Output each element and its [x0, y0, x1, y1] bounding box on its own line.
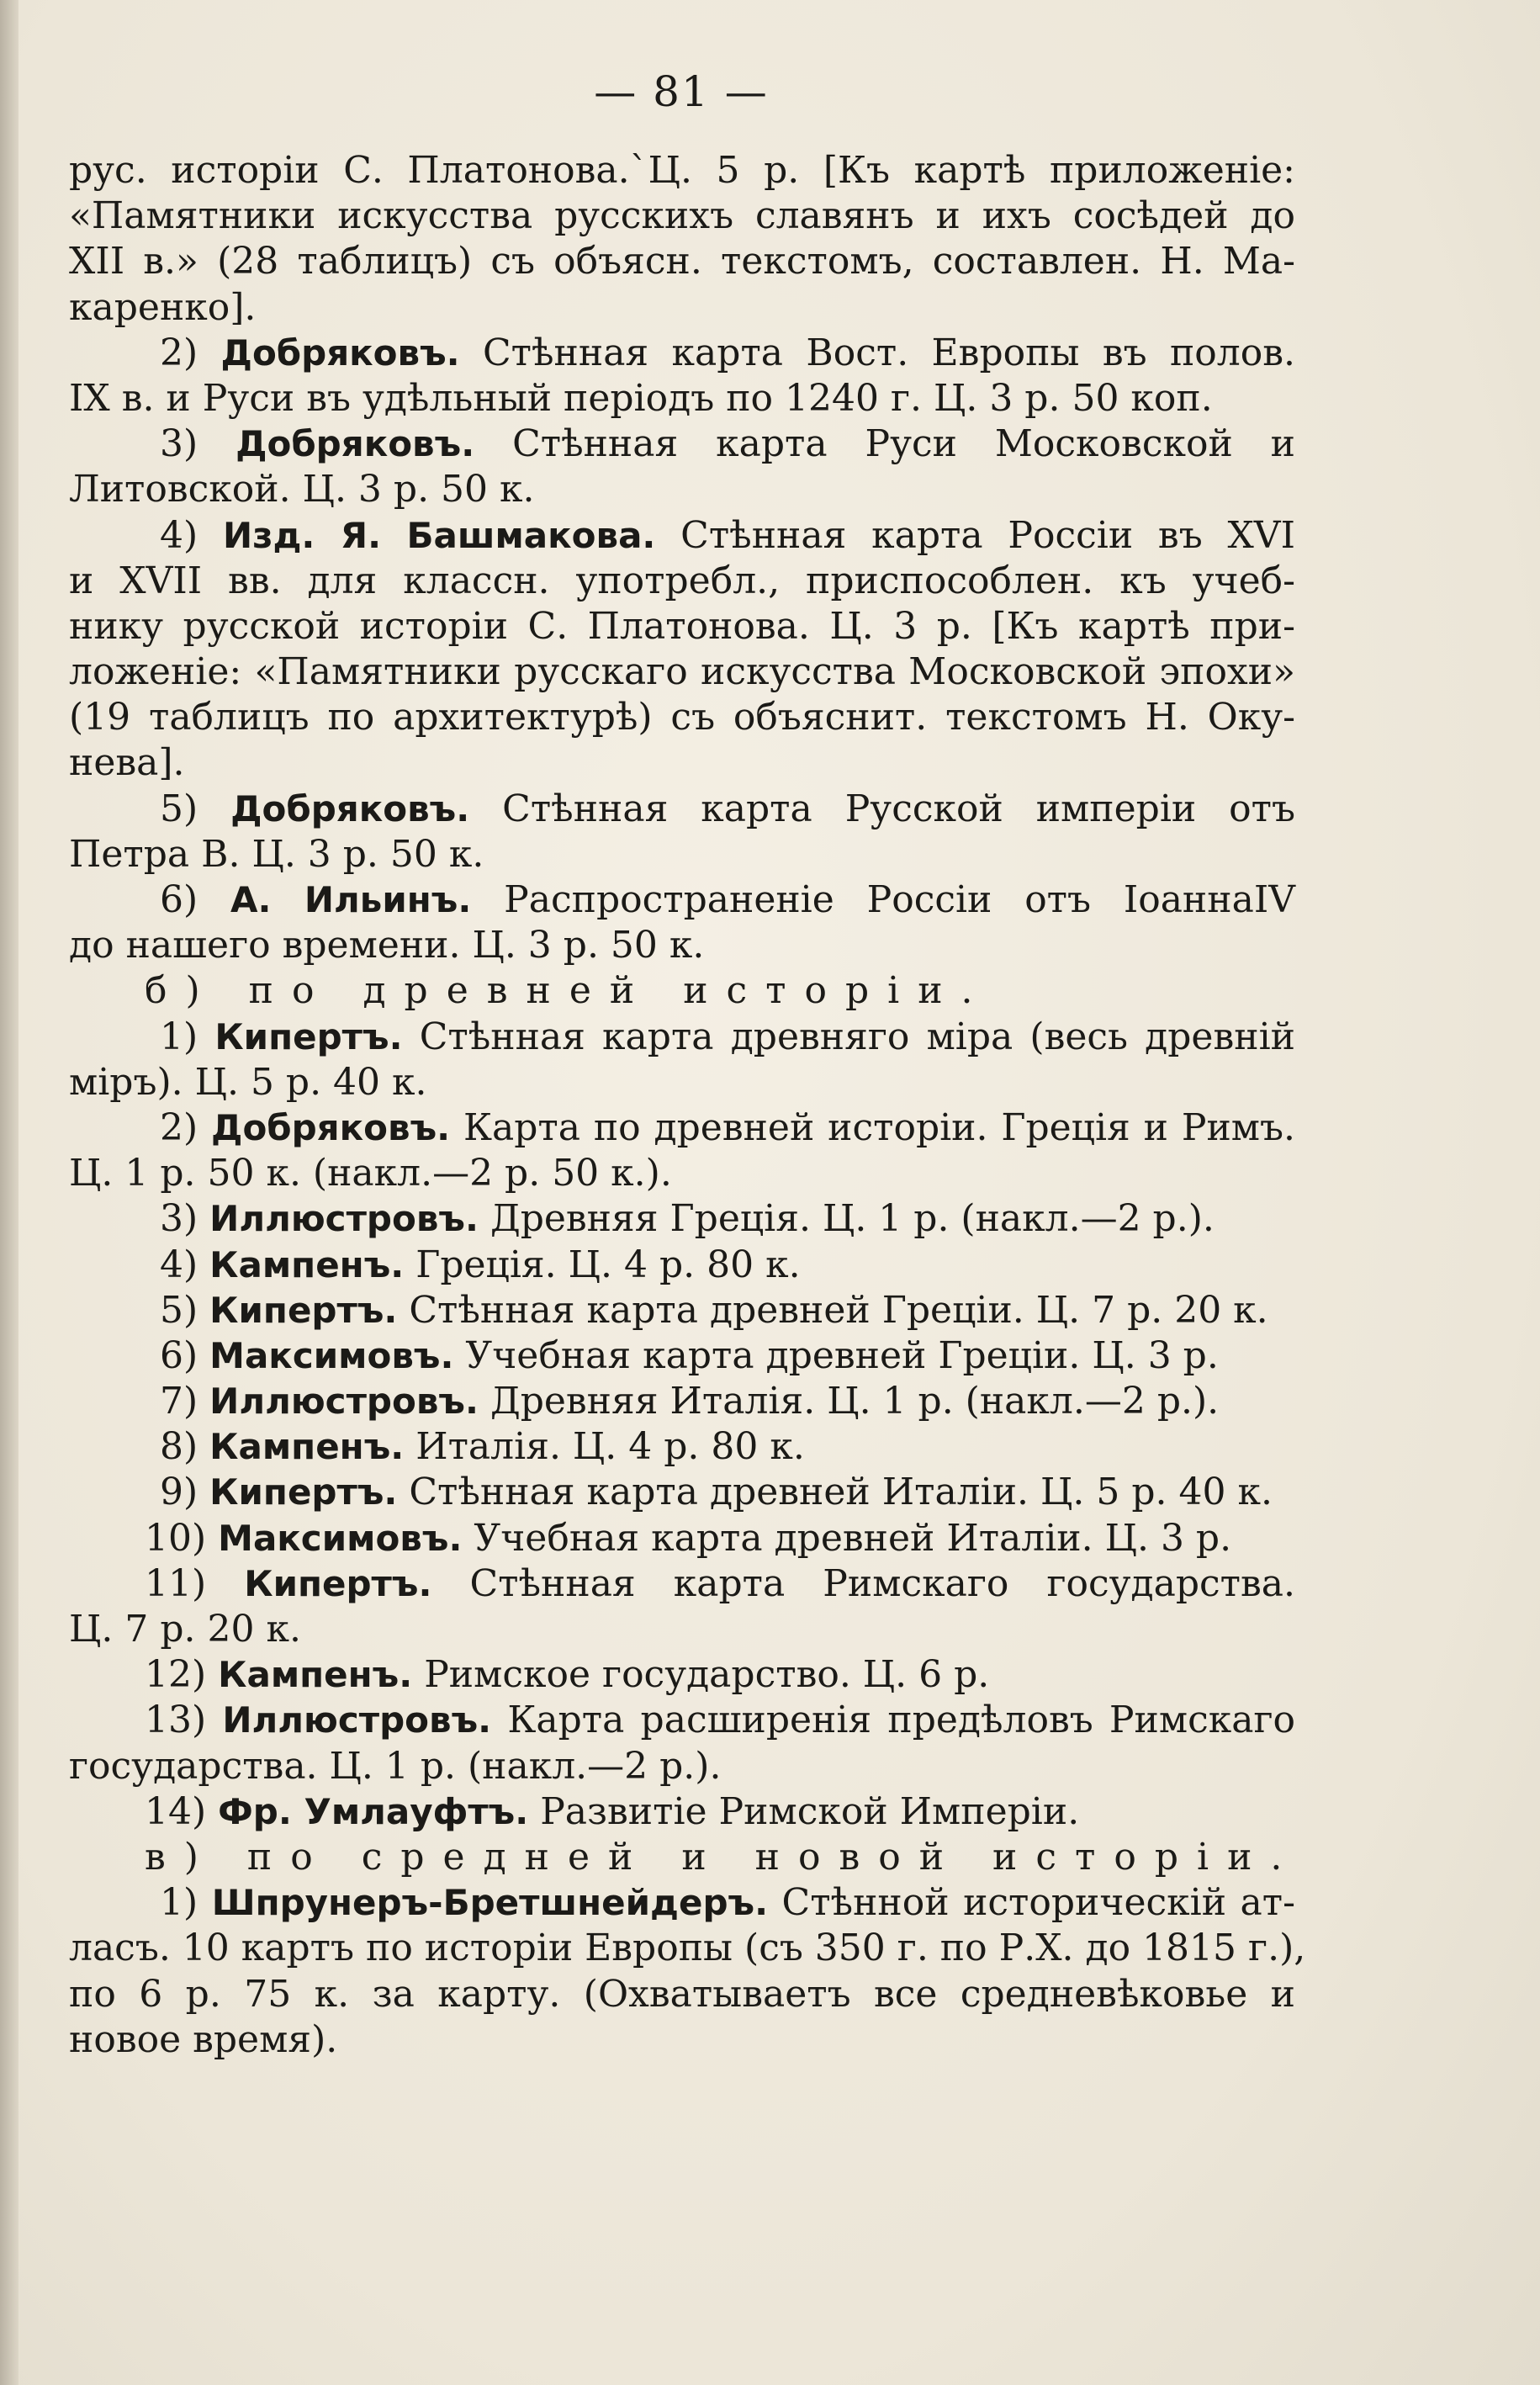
section-heading-text: в) по средней и новой исторіи. — [145, 1835, 1301, 1879]
line-text: XII в.» (28 таблицъ) съ объясн. текстомъ, составлен. Н. Ма- — [69, 240, 1295, 284]
entry-number: 3) — [160, 422, 198, 466]
entry-number: 2) — [160, 331, 198, 374]
text-line — [69, 1926, 1306, 1971]
page-edge — [0, 0, 19, 2385]
text-line — [69, 285, 1295, 331]
entry-number: 4) — [160, 513, 198, 557]
text-line — [69, 1972, 1295, 2017]
entry-author: Кипертъ. — [214, 1015, 403, 1057]
line-text: Стѣнная карта Русской имперіи отъ — [502, 787, 1295, 830]
entry-line — [69, 1243, 1295, 1288]
line-text: Стѣнная карта Россіи въ XVI — [680, 513, 1295, 557]
line-text: Италія. Ц. 4 р. 80 к. — [415, 1425, 805, 1469]
text-line — [69, 1151, 1295, 1196]
entry-line — [69, 877, 1295, 923]
entry-author: Иллюстровъ. — [209, 1198, 479, 1240]
entry-author: Максимовъ. — [218, 1517, 463, 1559]
entry-number: 14) — [145, 1789, 207, 1833]
line-text: Стѣнная карта древней Греціи. Ц. 7 р. 20 к. — [409, 1288, 1268, 1332]
entry-line — [69, 1652, 1295, 1698]
entry-line — [69, 787, 1295, 832]
entry-number: 8) — [160, 1425, 198, 1469]
entry-number: 11) — [145, 1561, 207, 1605]
line-text: государства. Ц. 1 р. (накл.—2 р.). — [69, 1744, 722, 1788]
line-text: Стѣнная карта Вост. Европы въ полов. — [483, 331, 1295, 374]
entry-number: 5) — [160, 1288, 198, 1332]
entry-line — [69, 1196, 1295, 1242]
entry-line — [69, 1561, 1295, 1607]
text-line — [69, 740, 1295, 786]
entry-number: 6) — [160, 878, 198, 921]
entry-number: 12) — [145, 1653, 207, 1697]
entry-number: 10) — [145, 1516, 207, 1560]
entry-author: Максимовъ. — [209, 1334, 454, 1376]
line-text: Карта по древней исторіи. Греція и Римъ. — [463, 1105, 1295, 1149]
line-text: «Памятники искусства русскихъ славянъ и ихъ сосѣдей до — [69, 194, 1295, 238]
line-text: нева]. — [69, 741, 185, 785]
entry-number: 4) — [160, 1243, 198, 1286]
entry-line — [69, 1288, 1295, 1333]
entry-author: Шпрунеръ-Бретшнейдеръ. — [211, 1882, 769, 1924]
entry-number: 1) — [160, 1015, 198, 1058]
line-text: Римское государство. Ц. 6 р. — [424, 1653, 990, 1697]
entry-author: Добряковъ. — [220, 331, 460, 374]
line-text: новое время). — [69, 2017, 338, 2061]
line-text: Ц. 7 р. 20 к. — [69, 1608, 301, 1651]
entry-line — [69, 1880, 1295, 1926]
text-line — [69, 1744, 1295, 1789]
entry-author: Кампенъ. — [209, 1426, 405, 1468]
line-text: Учебная карта древней Греціи. Ц. 3 р. — [465, 1333, 1219, 1377]
entry-author: Иллюстровъ. — [209, 1381, 479, 1423]
line-text: (19 таблицъ по архитектурѣ) съ объяснит. текстомъ Н. Оку- — [69, 696, 1295, 739]
line-text: Карта расширенія предѣловъ Римскаго — [507, 1699, 1295, 1742]
text-line — [69, 649, 1295, 695]
entry-author: Кипертъ. — [244, 1562, 432, 1604]
text-line — [69, 2017, 1295, 2063]
line-text: Древняя Италія. Ц. 1 р. (накл.—2 р.). — [490, 1380, 1220, 1423]
entry-line — [69, 1379, 1295, 1424]
entry-line — [69, 1698, 1295, 1743]
line-text: Стѣнная карта древняго міра (весь древній — [419, 1015, 1295, 1058]
entry-number: 13) — [145, 1699, 207, 1742]
entry-line — [69, 513, 1295, 559]
entry-author: Кампенъ. — [209, 1243, 405, 1285]
line-text: IX в. и Руси въ удѣльный періодъ по 1240 г. Ц. 3 р. 50 коп. — [69, 376, 1213, 420]
entry-author: Кипертъ. — [209, 1471, 398, 1513]
entry-number: 3) — [160, 1197, 198, 1241]
text-line — [69, 467, 1295, 512]
entry-author: Кампенъ. — [218, 1654, 413, 1696]
line-text: по 6 р. 75 к. за карту. (Охватываетъ все средневѣковье и — [69, 1972, 1295, 2016]
line-text: до нашего времени. Ц. 3 р. 50 к. — [69, 924, 705, 967]
text-line — [69, 193, 1295, 239]
line-text: ложеніе: «Памятники русскаго искусства Московской эпохи» — [69, 650, 1295, 694]
entry-author: Кипертъ. — [209, 1289, 398, 1331]
line-text: и XVII вв. для классн. употребл., приспособлен. къ учеб- — [69, 559, 1295, 602]
entry-line — [69, 1789, 1295, 1835]
text-line — [69, 695, 1295, 740]
line-text: Ц. 1 р. 50 к. (накл.—2 р. 50 к.). — [69, 1152, 672, 1195]
section-heading — [69, 1835, 1301, 1880]
section-heading-text: б) по древней исторіи. — [145, 969, 992, 1013]
page-number: — 81 — — [594, 67, 769, 116]
entry-line — [69, 421, 1295, 467]
line-text: Греція. Ц. 4 р. 80 к. — [415, 1243, 801, 1286]
text-line — [69, 376, 1295, 421]
entry-number: 6) — [160, 1333, 198, 1377]
entry-line — [69, 1333, 1295, 1379]
entry-author: Изд. Я. Башмакова. — [222, 514, 656, 556]
line-text: Учебная карта древней Италіи. Ц. 3 р. — [474, 1516, 1232, 1560]
entry-author: Добряковъ. — [211, 1106, 451, 1148]
entry-line — [69, 1015, 1295, 1060]
entry-line — [69, 1470, 1295, 1515]
line-text: рус. исторіи С. Платонова.`Ц. 5 р. [Къ картѣ приложеніе: — [69, 149, 1295, 192]
entry-author: Добряковъ. — [235, 423, 475, 465]
entry-number: 9) — [160, 1471, 198, 1514]
line-text: міръ). Ц. 5 р. 40 к. — [69, 1060, 427, 1104]
line-text: Стѣнная карта Руси Московской и — [512, 422, 1295, 466]
entry-line — [69, 331, 1295, 376]
page-text — [69, 148, 1306, 2063]
entry-number: 7) — [160, 1380, 198, 1423]
entry-line — [69, 1516, 1295, 1561]
line-text: Стѣнной историческій ат- — [781, 1881, 1295, 1925]
line-text: ласъ. 10 картъ по исторіи Европы (съ 350 г. по Р.Х. до 1815 г.), — [69, 1927, 1306, 1970]
text-line — [69, 148, 1295, 193]
entry-line — [69, 1424, 1295, 1470]
line-text: Распространеніе Россіи отъ ІоаннаІV — [504, 878, 1295, 921]
line-text: нику русской исторіи С. Платонова. Ц. 3 р. [Къ картѣ при- — [69, 604, 1295, 648]
entry-author: А. Ильинъ. — [230, 879, 472, 920]
line-text: Стѣнная карта Римскаго государства. — [469, 1561, 1295, 1605]
section-heading — [69, 968, 1295, 1014]
line-text: Стѣнная карта древней Италіи. Ц. 5 р. 40 к. — [409, 1471, 1273, 1514]
text-line — [69, 604, 1295, 649]
text-line — [69, 1607, 1295, 1652]
entry-author: Добряковъ. — [230, 787, 470, 829]
line-text: Развитіе Римской Имперіи. — [540, 1789, 1080, 1833]
text-line — [69, 559, 1295, 604]
entry-number: 5) — [160, 787, 198, 830]
text-line — [69, 923, 1295, 968]
entry-number: 2) — [160, 1105, 198, 1149]
text-line — [69, 1060, 1295, 1105]
line-text: Древняя Греція. Ц. 1 р. (накл.—2 р.). — [490, 1197, 1215, 1241]
entry-author: Иллюстровъ. — [222, 1699, 492, 1741]
line-text: Петра В. Ц. 3 р. 50 к. — [69, 832, 484, 876]
text-line — [69, 239, 1295, 284]
line-text: каренко]. — [69, 285, 257, 329]
entry-number: 1) — [160, 1881, 198, 1925]
text-line — [69, 832, 1295, 877]
line-text: Литовской. Ц. 3 р. 50 к. — [69, 468, 535, 511]
entry-line — [69, 1105, 1295, 1151]
entry-author: Фр. Умлауфтъ. — [218, 1790, 529, 1832]
